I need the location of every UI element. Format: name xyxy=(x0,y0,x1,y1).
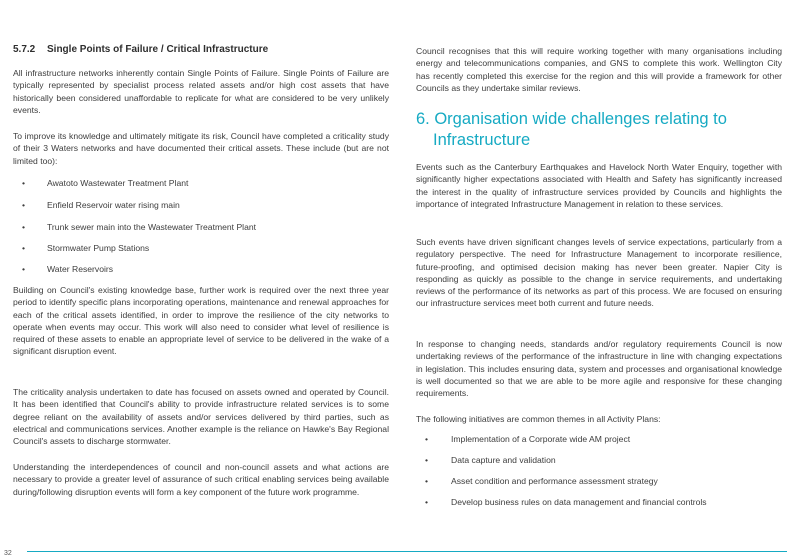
paragraph-criticality-analysis: The criticality analysis undertaken to date has focused on assets owned and operated by Council. It has been identified that Council's ability to provide infrastructure related services is to some degree reliant on the availability of assets and/or services delivered by third parties, such as electrical and communications services. Another example is the reliance on Hawke's Bay Regional Council's assets to discharge stormwater. xyxy=(13,387,389,447)
bullet-icon: • xyxy=(425,497,429,507)
bullet-icon: • xyxy=(22,200,26,210)
chapter-heading: 6. Organisation wide challenges relating to Infrastructure xyxy=(416,110,727,149)
bullet-icon: • xyxy=(22,264,26,274)
paragraph-future-work: Building on Council's existing knowledge base, further work is required over the next three year period to identify specific plans incorporating operations, maintenance and renewal approaches for each of the critical assets identified, in order to improve the resilience of the city networks to operate when events may occur. This work will also need to consider what level of resilience is required of these assets to enable an appropriate level of service to be delivered in the wake of a significant disruption event. xyxy=(13,285,389,357)
footer-divider xyxy=(27,551,787,552)
paragraph-service-expectations: Such events have driven significant changes levels of service expectations, particularly from a regulatory perspective. The need for Infrastructure Management to incorporate resilience, future-proofing, and optimised decision making has never been greater. Napier City is responding as quickly as possible to the change in service requirements, and undertaking reviews of the performance of its networks as part of this process. We are focused on ensuring our infrastructure services meet both current and future needs. xyxy=(416,237,782,309)
paragraph-interdependences: Understanding the interdependences of council and non-council assets and what actions are necessary to provide a greater level of assurance of such critical enabling services being available during/following disruption events will form a key component of the future work programme. xyxy=(13,462,389,497)
bullet-icon: • xyxy=(425,476,429,486)
bullet-icon: • xyxy=(22,178,26,188)
paragraph-initiatives-intro: The following initiatives are common themes in all Activity Plans: xyxy=(416,414,661,424)
bullet-icon: • xyxy=(425,455,429,465)
paragraph-spof-intro: All infrastructure networks inherently contain Single Points of Failure. Single Points of Failure are typically represented by specialist process related assets and/or high cost assets that have historically been considered unaffordable to replicate for what are considered to be very unlikely events. xyxy=(13,68,389,115)
paragraph-collaboration: Council recognises that this will require working together with many organisations including energy and telecommunications companies, and GNS to complete this work. Wellington City has recently completed this exercise for the region and this will provide a framework for other Councils as they undertake similar reviews. xyxy=(416,46,782,93)
bullet-icon: • xyxy=(425,434,429,444)
paragraph-criticality-study: To improve its knowledge and ultimately mitigate its risk, Council have completed a criticality study of their 3 Waters networks and have documented their critical assets. These include (but are not limited too): xyxy=(13,131,389,166)
paragraph-regulatory-response: In response to changing needs, standards and/or regulatory requirements Council is now undertaking reviews of the performance of the infrastructure in line with changing expectations in legislation. This includes ensuring data, system and processes and organisational knowledge is well documented so that we are able to be more agile and responsive for these changing requirements. xyxy=(416,339,782,399)
section-heading xyxy=(13,44,389,55)
bullet-icon: • xyxy=(22,222,26,232)
bullet-icon: • xyxy=(22,243,26,253)
paragraph-events: Events such as the Canterbury Earthquakes and Havelock North Water Enquiry, together with significantly higher expectations associated with Health and Safety has significantly increased the interest in the quality of infrastructure services provided by Councils and highlights the importance of integrated Infrastructure Management in relation to these services. xyxy=(416,162,782,209)
section-number: 5.7.2 xyxy=(13,44,36,55)
section-title: Single Points of Failure / Critical Infrastructure xyxy=(47,44,269,55)
page-number: 32 xyxy=(4,550,12,557)
